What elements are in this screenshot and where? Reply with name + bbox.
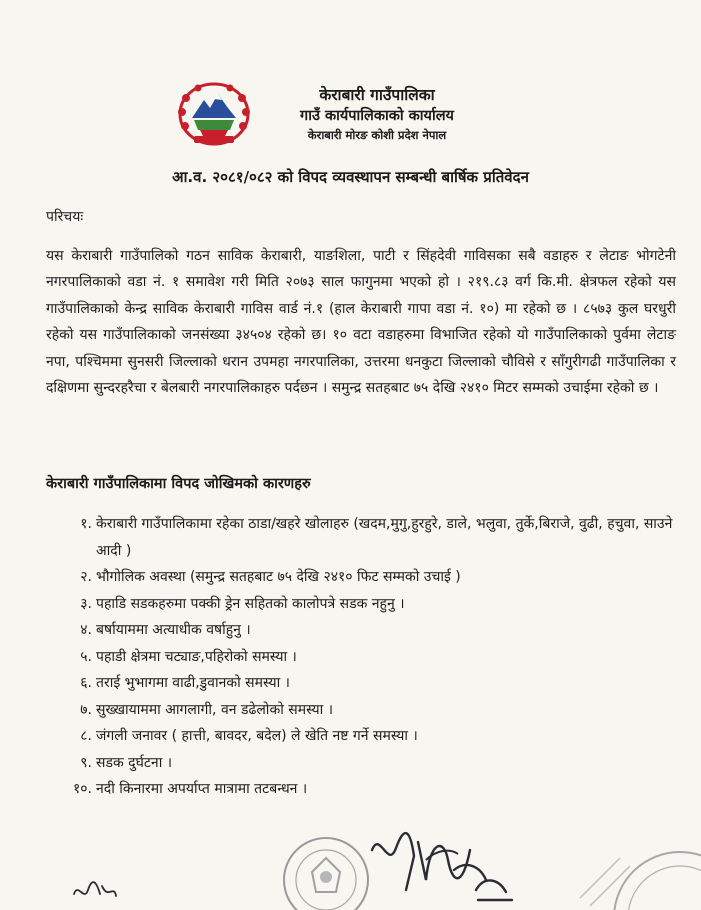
list-item-number: ६.	[80, 675, 92, 691]
partial-stamp-icon	[560, 848, 701, 910]
list-item-text: सुख्खायाममा आगलागी, वन डढेलोको समस्या ।	[96, 701, 334, 718]
list-item-text: पहाडी क्षेत्रमा चट्याङ,पहिरोको समस्या ।	[96, 648, 297, 665]
intro-label: परिचयः	[46, 209, 84, 225]
list-item-number: ३.	[80, 595, 92, 612]
list-item-number: ७.	[80, 701, 92, 718]
list-item-text: सडक दुर्घटना ।	[96, 754, 173, 771]
list-item-text: नदी किनारमा अपर्याप्त मात्रामा तटबन्धन ।	[96, 781, 308, 797]
list-item-number: २.	[80, 569, 92, 585]
list-item	[66, 617, 678, 644]
list-item	[66, 697, 678, 724]
list-item-number: १.	[80, 516, 92, 532]
handwritten-initials-icon	[70, 876, 120, 906]
office-stamp-icon	[268, 822, 378, 910]
list-item-text: पहाडि सडकहरुमा पक्की ड्रेन सहितको कालोपत्रे सडक नहुनु ।	[96, 595, 405, 612]
list-item-number: ४.	[80, 622, 92, 638]
list-item-text: तराई भुभागमा वाढी,डुवानको समस्या ।	[96, 675, 290, 691]
section-heading: केराबारी गाउँपालिकामा विपद जोखिमको कारणहरु	[46, 476, 311, 492]
nepal-emblem-icon	[176, 78, 252, 148]
list-item-text: जंगली जनावर ( हात्ती, बावदर, बदेल) ले खेति नष्ट गर्ने समस्या ।	[96, 728, 418, 744]
list-item	[66, 750, 678, 777]
list-item-number: ९.	[80, 754, 92, 771]
list-item	[66, 723, 678, 750]
list-item-number: १०.	[72, 781, 92, 797]
municipality-name: केराबारी गाउँपालिका	[319, 86, 435, 104]
list-item-number: ५.	[80, 648, 92, 665]
list-item	[66, 776, 678, 803]
list-item	[66, 644, 678, 671]
signature-icon	[366, 820, 516, 910]
causes-list	[66, 511, 678, 803]
list-item-number: ८.	[80, 728, 92, 744]
list-item	[66, 564, 678, 591]
list-item	[66, 591, 678, 618]
list-item-text: भौगोलिक अवस्था (समुन्द्र सतहबाट ७५ देखि २४१० फिट सम्मको उचाई )	[96, 569, 461, 585]
letterhead	[262, 84, 492, 144]
office-name: गाउँ कार्यपालिकाको कार्यालय	[300, 108, 454, 124]
intro-paragraph: यस केराबारी गाउँपालिको गठन साविक केराबारी, याङशिला, पाटी र सिंहदेवी गाविसका सबै वडाहरु र लेटाङ भोगटेनी नगरपालिकाको वडा नं. १ समावेश गरी मिति २०७३ साल फागुनमा भएको हो । २१९.८३ वर्ग कि.मी. क्षेत्रफल रहेको यस गाउँपालिकाको केन्द्र साविक केराबारी गाविस वार्ड नं.१ (हाल केराबारी गापा वडा नं. १०) मा रहेको छ । ८५७३ कुल घरधुरी रहेको यस गाउँपालिकाको जनसंख्या ३४५०४ रहेको छ। १० वटा वडाहरुमा विभाजित रहेको यो गाउँपालिकाको पुर्वमा लेटाङ नपा, पश्चिममा सुनसरी जिल्लाको धरान उपमहा नगरपालिका, उत्तरमा धनकुटा जिल्लाको चौविसे र साँगुरीगढी गाउँपालिका र दक्षिणमा सुन्दरहरैचा र बेलबारी नगरपालिकाहरु पर्दछन । समुन्द्र सतहबाट ७५ देखि २४१० मिटर सम्मको उचाईमा रहेको छ ।	[46, 248, 676, 397]
office-address: केराबारी मोरङ कोशी प्रदेश नेपाल	[307, 128, 447, 142]
document-title: आ.व. २०८१/०८२ को विपद व्यवस्थापन सम्बन्धी बार्षिक प्रतिवेदन	[172, 168, 529, 186]
list-item	[66, 511, 678, 564]
list-item-text: केराबारी गाउँपालिकामा रहेका ठाडा/खहरे खोलाहरु (खदम,मुगु,हुरहुरे, डाले, भलुवा, तुर्के,बिराजे, वुढी, हचुवा, साउने आदी )	[96, 516, 673, 559]
list-item-text: बर्षायाममा अत्याधीक वर्षाहुनु ।	[96, 622, 251, 638]
list-item	[66, 670, 678, 697]
